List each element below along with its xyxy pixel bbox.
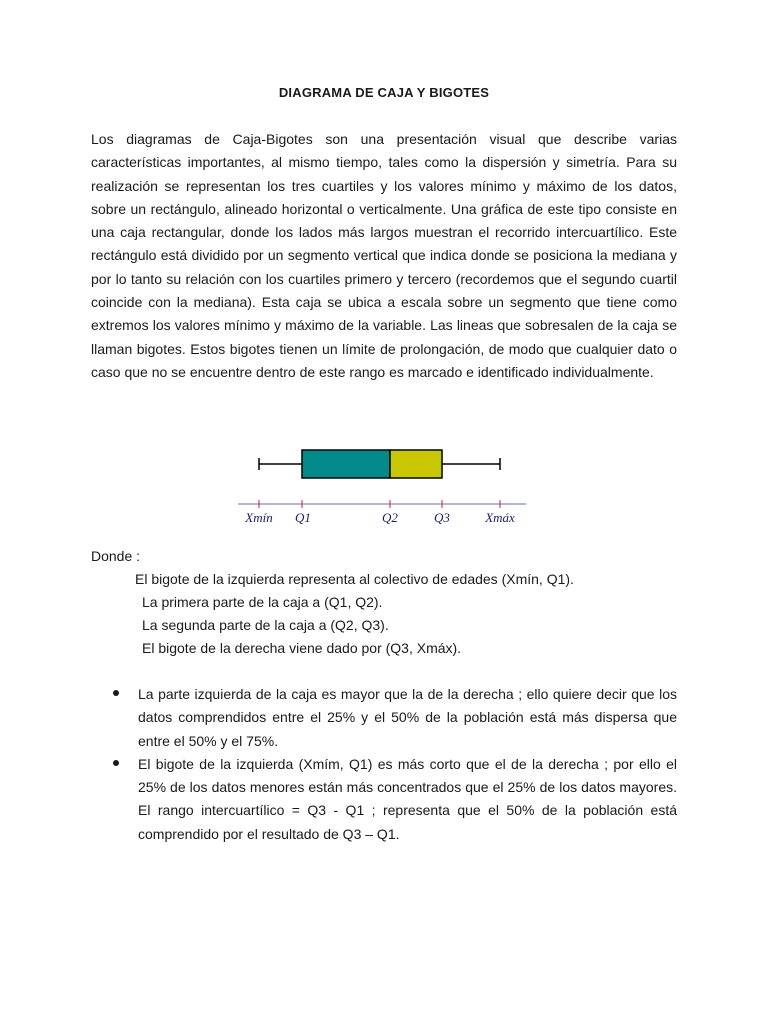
label-xmax: Xmáx: [485, 510, 515, 525]
document-title: DIAGRAMA DE CAJA Y BIGOTES: [278, 85, 490, 100]
box-plot-svg: [230, 440, 540, 530]
list-item-text: La parte izquierda de la caja es mayor que la de la derecha ; ello quiere decir que los datos comprendidos entre el 25% y el 50% de la población está más dispersa que entre el 50% y el 75%.: [138, 686, 677, 749]
intro-paragraph: Los diagramas de Caja-Bigotes son una presentación visual que describe varias características importantes, al mismo tiempo, tales como la dispersión y simetría. Para su realización se representan los tres cuartiles y los valores mínimo y máximo de los datos, sobre un rectángulo, alineado horizontal o verticalmente. Una gráfica de este tipo consiste en una caja rectangular, donde los lados más largos muestran el recorrido intercuartílico. Este rectángulo está dividido por un segmento vertical que indica donde se posiciona la mediana y por lo tanto su relación con los cuartiles primero y tercero (recordemos que el segundo cuartil coincide con la mediana). Esta caja se ubica a escala sobre un segmento que tiene como extremos los valores mínimo y máximo de la variable. Las lineas que sobresalen de la caja se llaman bigotes. Estos bigotes tienen un límite de prolongación, de modo que cualquier dato o caso que no se encuentre dentro de este rango es marcado e identificado individualmente.: [91, 131, 677, 380]
list-item: [91, 683, 677, 753]
donde-item: La primera parte de la caja a (Q1, Q2).: [142, 594, 383, 610]
label-q2: Q2: [382, 510, 398, 525]
donde-item: La segunda parte de la caja a (Q2, Q3).: [142, 617, 389, 633]
bullet-icon: [113, 760, 119, 766]
list-item-text: El bigote de la izquierda (Xmím, Q1) es más corto que el de la derecha ; por ello el 25% de los datos menores están más concentrados que el 25% de los datos mayores. El rango intercuartílico = Q3 - Q1 ; representa que el 50% de la población está comprendido por el resultado de Q3 – Q1.: [138, 755, 677, 842]
bullet-icon: [113, 690, 119, 696]
label-q3: Q3: [434, 510, 450, 525]
box-plot-figure: [230, 440, 540, 530]
donde-label: Donde :: [91, 548, 141, 564]
donde-item: El bigote de la izquierda representa al colectivo de edades (Xmín, Q1).: [135, 571, 574, 587]
box-upper-half: [390, 450, 442, 478]
label-q1: Q1: [295, 510, 311, 525]
label-xmin: Xmín: [245, 510, 273, 525]
box-lower-half: [302, 450, 390, 478]
donde-item: El bigote de la derecha viene dado por (Q3, Xmáx).: [142, 640, 462, 656]
list-item: [91, 753, 677, 846]
conclusions-list: [91, 683, 677, 846]
